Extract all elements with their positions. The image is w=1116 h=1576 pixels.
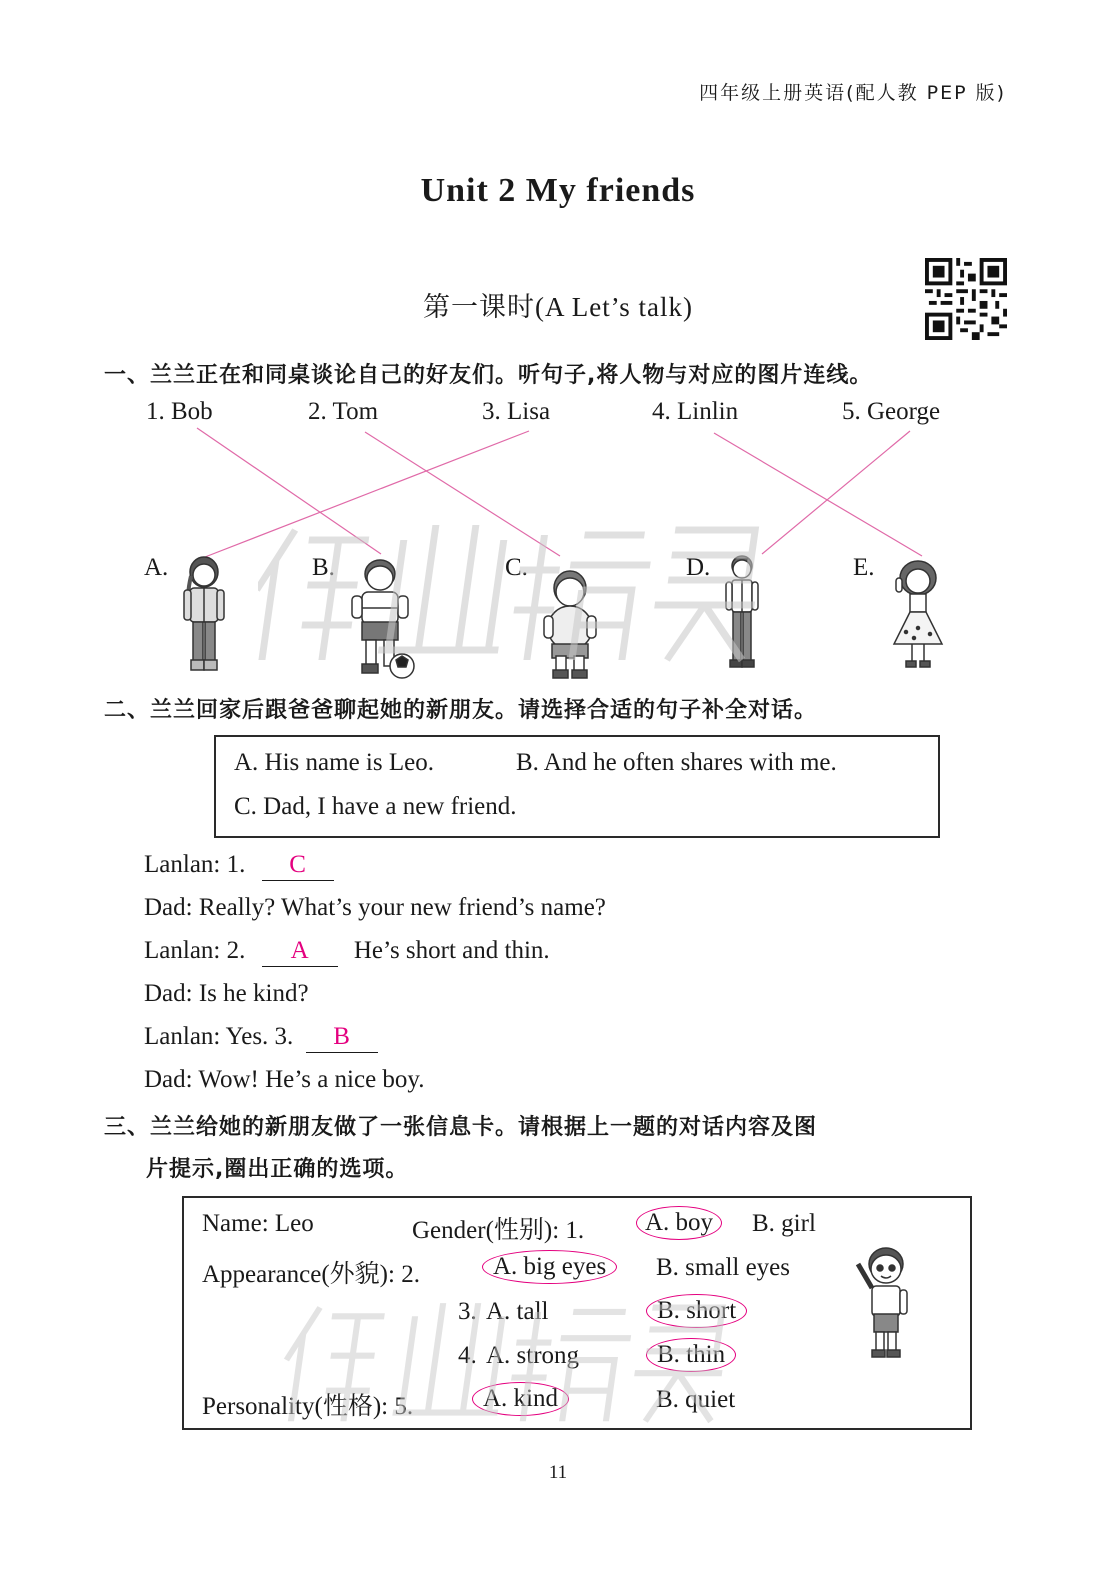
lesson-title: 第一课时(A Let’s talk) bbox=[423, 292, 693, 322]
dress-girl-illustration bbox=[886, 558, 950, 672]
name-tom: 2. Tom bbox=[308, 398, 379, 425]
option-a: A. His name is Leo. bbox=[234, 749, 434, 776]
pic-label-c: C. bbox=[505, 554, 528, 581]
girl-braid-illustration bbox=[174, 552, 234, 677]
section3-heading-line2: 片提示,圈出正确的选项。 bbox=[146, 1157, 409, 1182]
dialog-text: He’s short and thin. bbox=[353, 937, 550, 964]
option-c: C. Dad, I have a new friend. bbox=[234, 793, 517, 820]
card-appearance-4b[interactable]: B. thin bbox=[646, 1338, 736, 1372]
dialog-line-3 bbox=[144, 936, 550, 967]
dialog-line-2: Dad: Really? What’s your new friend’s name? bbox=[144, 894, 606, 921]
card-appearance-label: Appearance(外貌): 2. bbox=[202, 1261, 420, 1288]
answer-blank-3[interactable]: B bbox=[306, 1022, 378, 1053]
dialog-line-6: Dad: Wow! He’s a nice boy. bbox=[144, 1066, 425, 1093]
card-appearance-3a[interactable]: A. tall bbox=[486, 1298, 549, 1325]
name-linlin: 4. Linlin bbox=[652, 398, 739, 425]
section1-heading: 一、兰兰正在和同桌谈论自己的好友们。听句子,将人物与对应的图片连线。 bbox=[104, 363, 873, 388]
pic-label-a: A. bbox=[144, 554, 169, 581]
card-gender-a[interactable]: A. boy bbox=[636, 1206, 722, 1240]
answer-blank-1[interactable]: C bbox=[262, 850, 334, 881]
dialog-line-5 bbox=[144, 1022, 378, 1053]
card-personality-a[interactable]: A. kind bbox=[472, 1382, 569, 1416]
options-box bbox=[214, 735, 940, 838]
pic-label-b: B. bbox=[312, 554, 335, 581]
card-gender-b[interactable]: B. girl bbox=[752, 1210, 816, 1237]
unit-title: Unit 2 My friends bbox=[420, 172, 696, 209]
card-appearance-3b[interactable]: B. short bbox=[646, 1294, 747, 1328]
watermark-stamp-top bbox=[258, 510, 778, 670]
card-appearance-2a[interactable]: A. big eyes bbox=[482, 1250, 617, 1284]
dialog-line-4: Dad: Is he kind? bbox=[144, 980, 309, 1007]
card-appearance-2b[interactable]: B. small eyes bbox=[656, 1254, 791, 1281]
dialog-speaker-prefix: Lanlan: 1. bbox=[144, 851, 246, 878]
card-appearance-4a[interactable]: A. strong bbox=[486, 1342, 580, 1369]
name-bob: 1. Bob bbox=[146, 398, 213, 425]
answer-blank-2[interactable]: A bbox=[262, 936, 338, 967]
pic-label-e: E. bbox=[853, 554, 875, 581]
section3-heading-line1: 三、兰兰给她的新朋友做了一张信息卡。请根据上一题的对话内容及图 bbox=[104, 1115, 818, 1140]
card-personality-label: Personality(性格): 5. bbox=[202, 1393, 414, 1420]
dialog-line-1 bbox=[144, 850, 334, 881]
leo-boy-illustration bbox=[848, 1244, 920, 1362]
option-b: B. And he often shares with me. bbox=[516, 749, 837, 776]
page-number: 11 bbox=[548, 1462, 568, 1483]
card-gender-label: Gender(性别): 1. bbox=[412, 1217, 585, 1244]
card-num-4: 4. bbox=[458, 1342, 477, 1369]
card-personality-b: B. quiet bbox=[656, 1386, 736, 1413]
watermark-stamp-bottom bbox=[260, 1290, 770, 1430]
name-lisa: 3. Lisa bbox=[482, 398, 551, 425]
header-note: 四年级上册英语(配人教 PEP 版) bbox=[699, 82, 1006, 104]
pic-label-d: D. bbox=[686, 554, 711, 581]
dialog-speaker-prefix: Lanlan: Yes. 3. bbox=[144, 1023, 294, 1050]
card-num-3: 3. bbox=[458, 1298, 477, 1325]
section2-heading: 二、兰兰回家后跟爸爸聊起她的新朋友。请选择合适的句子补全对话。 bbox=[104, 698, 818, 723]
card-name: Name: Leo bbox=[202, 1210, 314, 1237]
dialog-speaker-prefix: Lanlan: 2. bbox=[144, 937, 246, 964]
name-george: 5. George bbox=[842, 398, 941, 425]
